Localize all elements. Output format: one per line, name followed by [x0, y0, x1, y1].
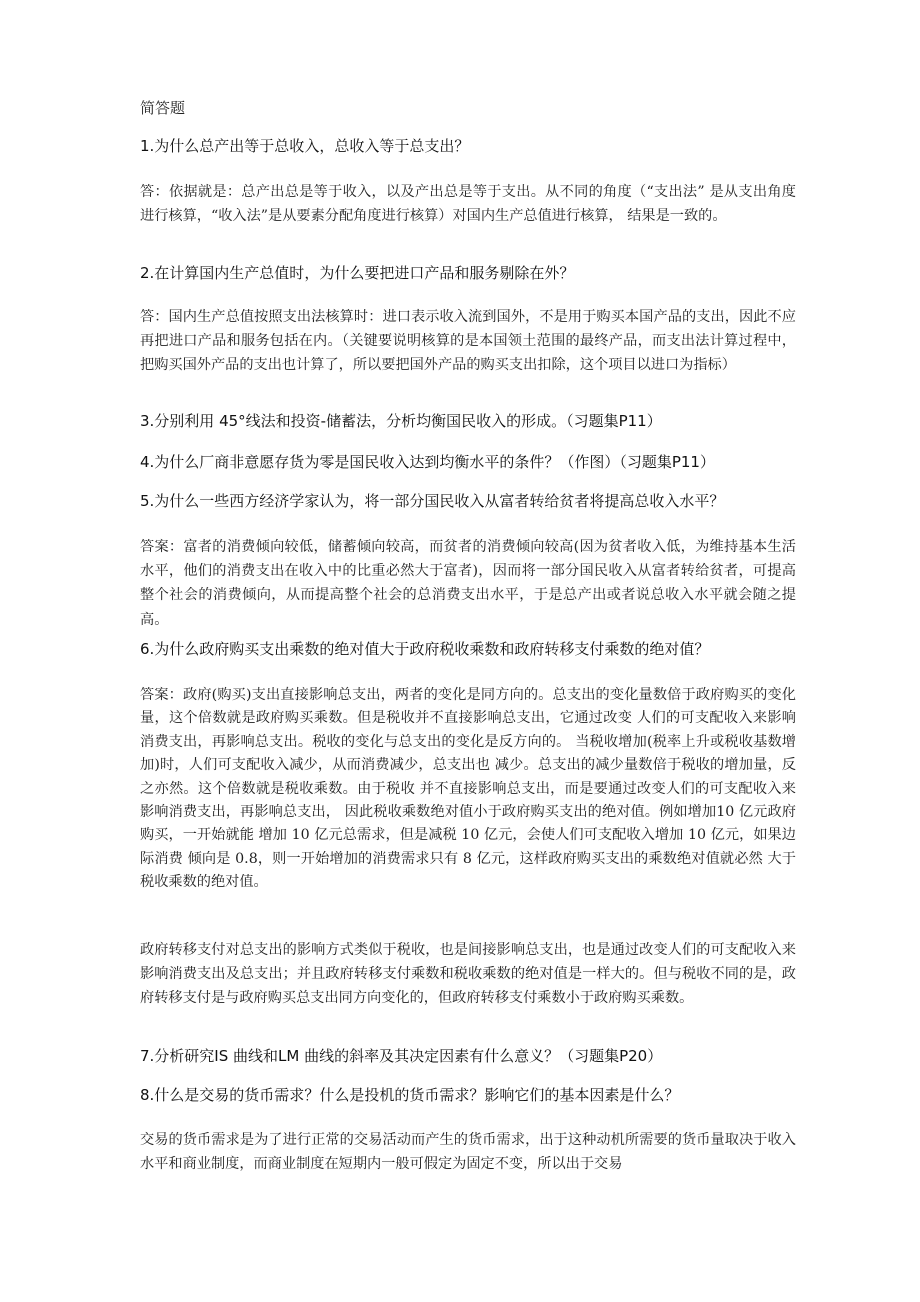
section-heading: 简答题: [140, 99, 186, 117]
question-2: 2.在计算国内生产总值时，为什么要把进口产品和服务剔除在外？: [140, 264, 575, 282]
question-4: 4.为什么厂商非意愿存货为零是国民收入达到均衡水平的条件？（作图）（习题集P11）: [140, 453, 715, 471]
answer-2: 答：国内生产总值按照支出法核算时：进口表示收入流到国外，不是用于购买本国产品的支出，因此不应再把进口产品和服务包括在内。（关键要说明核算的是本国领土范围的最终产品，而支出法计算过程中，把购买国外产品的支出也计算了，所以要把国外产品的购买支出扣除，这个项目以进口为指标）: [140, 309, 796, 374]
answer-8: 交易的货币需求是为了进行正常的交易活动而产生的货币需求，出于这种动机所需要的货币量取决于收入水平和商业制度，而商业制度在短期内一般可假定为固定不变，所以出于交易: [140, 1132, 796, 1173]
answer-1: 答：依据就是：总产出总是等于收入，以及产出总是等于支出。从不同的角度（“支出法” 是从支出角度进行核算，“收入法”是从要素分配角度进行核算）对国内生产总值进行核算， 结果是一致的。: [140, 184, 796, 225]
question-8: 8.什么是交易的货币需求？什么是投机的货币需求？影响它们的基本因素是什么？: [140, 1086, 680, 1104]
answer-6: 答案：政府(购买)支出直接影响总支出，两者的变化是同方向的。总支出的变化量数倍于政府购买的变化量，这个倍数就是政府购买乘数。但是税收并不直接影响总支出，它通过改变 人们的可支配收入来影响消费支出，再影响总支出。税收的变化与总支出的变化是反方向的。 当税收增加(税率上升或税收基数增加)时，人们可支配收入减少，从而消费减少，总支出也 减少。总支出的减少量数倍于税收的增加量，反之亦然。这个倍数就是税收乘数。由于税收 并不直接影响总支出，而是要通过改变人们的可支配收入来影响消费支出，再影响总支出， 因此税收乘数绝对值小于政府购买支出的绝对值。例如增加10 亿元政府购买，一开始就能 增加 10 亿元总需求，但是减税 10 亿元，会使人们可支配收入增加 10 亿元，如果边际消费 倾向是 0.8，则一开始增加的消费需求只有 8 亿元，这样政府购买支出的乘数绝对值就必然 大于税收乘数的绝对值。: [140, 687, 796, 891]
question-1: 1.为什么总产出等于总收入，总收入等于总支出？: [140, 137, 470, 155]
question-3: 3.分别利用 45°线法和投资-储蓄法，分析均衡国民收入的形成。（习题集P11）: [140, 412, 662, 430]
answer-5: 答案：富者的消费倾向较低，储蓄倾向较高，而贫者的消费倾向较高(因为贫者收入低，为维持基本生活水平，他们的消费支出在收入中的比重必然大于富者)，因而将一部分国民收入从富者转给贫者，可提高整个社会的消费倾向，从而提高整个社会的总消费支出水平，于是总产出或者说总收入水平就会随之提高。: [140, 539, 796, 628]
question-7: 7.分析研究IS 曲线和LM 曲线的斜率及其决定因素有什么意义？（习题集P20）: [140, 1047, 663, 1065]
question-6: 6.为什么政府购买支出乘数的绝对值大于政府税收乘数和政府转移支付乘数的绝对值？: [140, 640, 710, 658]
answer-6-continued: 政府转移支付对总支出的影响方式类似于税收，也是间接影响总支出，也是通过改变人们的可支配收入来影响消费支出及总支出；并且政府转移支付乘数和税收乘数的绝对值是一样大的。但与税收不同的是，政府转移支付是与政府购买总支出同方向变化的，但政府转移支付乘数小于政府购买乘数。: [140, 942, 796, 1007]
question-5: 5.为什么一些西方经济学家认为，将一部分国民收入从富者转给贫者将提高总收入水平？: [140, 492, 725, 510]
